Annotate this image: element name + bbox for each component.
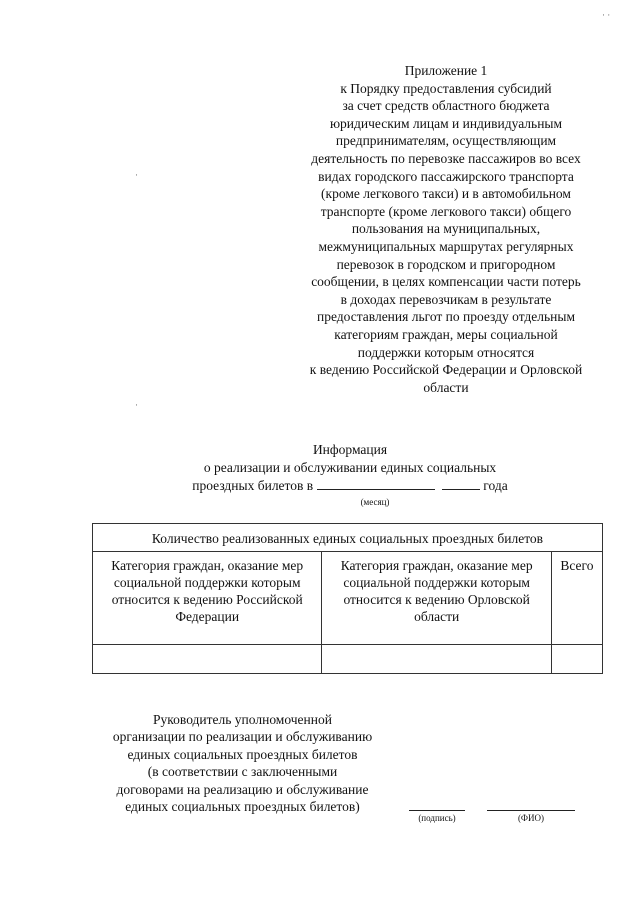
appendix-line: Приложение 1 (404, 63, 488, 78)
info-period-line (150, 477, 550, 495)
appendix-line: поддержки которым относятся (357, 344, 535, 360)
name-caption: (ФИО) (517, 813, 545, 823)
table-row (93, 552, 603, 645)
appendix-line: области (423, 379, 469, 395)
appendix-header (286, 62, 606, 396)
column-header-federal: Категория граждан, оказание мер социальной поддержки которым относится к ведению Российской Федерации (93, 552, 322, 645)
signer-line: договорами на реализацию и обслуживание (116, 781, 369, 797)
scan-dot: · (135, 400, 138, 410)
signer-line: Руководитель уполномоченной (153, 712, 332, 727)
signature-caption: (подпись) (418, 813, 456, 823)
appendix-line: транспорте (кроме легкового такси) общего (320, 203, 572, 219)
year-blank[interactable] (442, 477, 480, 490)
info-heading (150, 441, 550, 477)
cell-regional[interactable] (322, 645, 551, 674)
appendix-line: юридическим лицам и индивидуальным (329, 115, 563, 131)
appendix-line: пользования на муниципальных, (351, 221, 541, 237)
signer-line: организации по реализации и обслуживанию (112, 729, 373, 745)
appendix-line: предпринимателям, осуществляющим (335, 133, 557, 149)
corner-mark: · · (602, 10, 611, 20)
signature-line[interactable] (409, 810, 465, 811)
appendix-line: сообщении, в целях компенсации части потерь (311, 274, 581, 290)
appendix-line: (кроме легкового такси) и в автомобильном (321, 186, 571, 202)
info-line-prefix: проездных билетов в (192, 478, 314, 493)
info-line-suffix: года (483, 478, 508, 493)
signer-line: (в соответствии с заключенными (147, 764, 338, 780)
appendix-line: деятельность по перевозке пассажиров во всех (311, 150, 581, 166)
table-header: Количество реализованных единых социальных проездных билетов (93, 524, 603, 552)
appendix-line: к ведению Российской Федерации и Орловской (309, 362, 583, 378)
appendix-line: перевозок в городском и пригородном (336, 256, 556, 272)
scan-dot: · (135, 170, 138, 180)
column-header-total: Всего (551, 552, 602, 645)
appendix-line: в доходах перевозчикам в результате (340, 291, 552, 307)
appendix-line: межмуниципальных маршрутах регулярных (318, 238, 574, 254)
month-blank[interactable] (317, 477, 435, 490)
info-title: Информация (312, 442, 388, 457)
appendix-line: видах городского пассажирского транспорта (318, 168, 574, 184)
cell-total[interactable] (551, 645, 602, 674)
appendix-line: к Порядку предоставления субсидий (340, 80, 552, 96)
appendix-line: категориям граждан, меры социальной (334, 326, 558, 342)
signer-line: единых социальных проездных билетов) (125, 799, 360, 815)
column-header-regional: Категория граждан, оказание мер социальной поддержки которым относится к ведению Орловской области (322, 552, 551, 645)
signer-line: единых социальных проездных билетов (127, 746, 358, 762)
name-line[interactable] (487, 810, 575, 811)
appendix-line: за счет средств областного бюджета (342, 98, 550, 114)
month-caption: (месяц) (360, 497, 390, 507)
cell-federal[interactable] (93, 645, 322, 674)
appendix-line: предоставления льгот по проезду отдельным (316, 309, 576, 325)
signer-block (95, 711, 390, 815)
info-subtitle: о реализации и обслуживании единых социальных (203, 460, 497, 475)
report-table (92, 523, 603, 674)
table-row (93, 645, 603, 674)
